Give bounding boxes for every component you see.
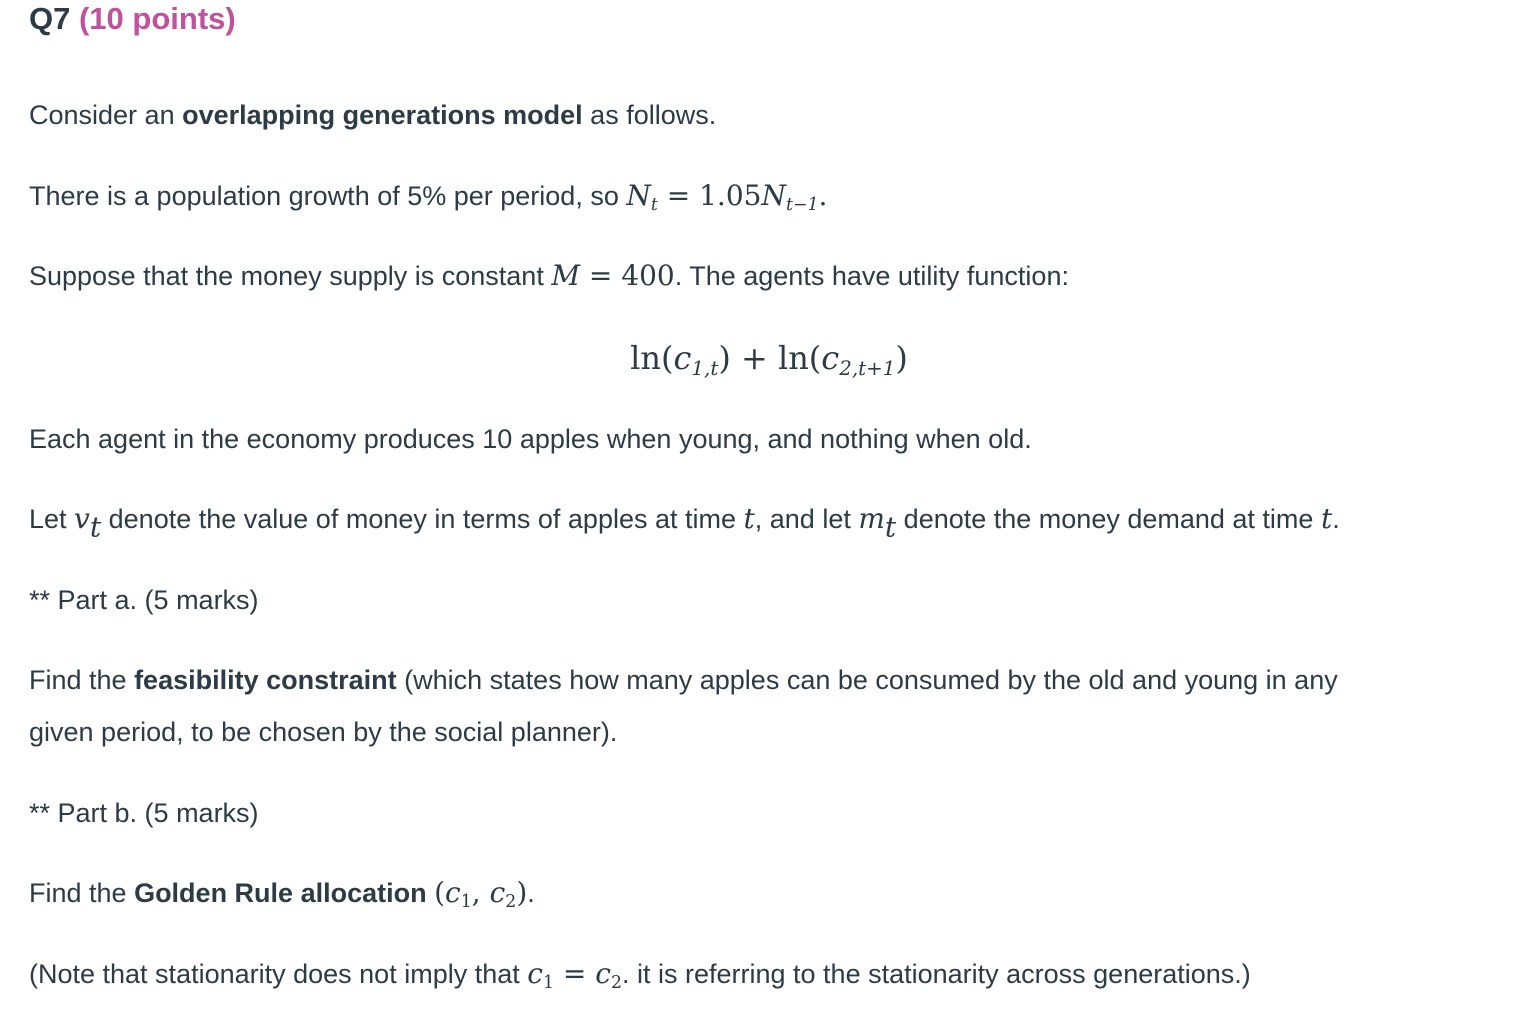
model-name: overlapping generations model bbox=[182, 100, 583, 130]
question-label: Q7 bbox=[29, 1, 71, 36]
utility-function: $\ln(c_{1,t}) + \ln(c_{2,t+1})$ bbox=[630, 339, 908, 380]
money-equation: M = 400 bbox=[551, 259, 675, 292]
question-points: (10 points) bbox=[78, 1, 236, 36]
definitions-paragraph: Let $v_t$ denote the value of money in terms of apples at time t, and let $m_t$ denote the money demand at time t. bbox=[29, 502, 1340, 544]
note-equation: $c_1 = c_2$ bbox=[527, 957, 622, 994]
money-supply-paragraph: Suppose that the money supply is constant M = 400. The agents have utility function: bbox=[29, 259, 1069, 292]
question-title bbox=[29, 0, 236, 38]
intro-paragraph: Consider an overlapping generations model as follows. bbox=[29, 100, 717, 130]
part-a-question-line1: Find the feasibility constraint (which states how many apples can be consumed by the old and young in any bbox=[29, 665, 1338, 695]
part-a-question-line2: given period, to be chosen by the social planner). bbox=[29, 717, 618, 747]
part-a-header: ** Part a. (5 marks) bbox=[29, 585, 259, 615]
stationarity-note: (Note that stationarity does not imply that $c_1 = c_2$. it is referring to the stationarity across generations.) bbox=[29, 957, 1251, 994]
population-equation: $N_t = 1.05N_{t-1}$. bbox=[626, 179, 828, 216]
population-paragraph: There is a population growth of 5% per period, so $N_t = 1.05N_{t-1}$. bbox=[29, 179, 828, 216]
production-paragraph: Each agent in the economy produces 10 apples when young, and nothing when old. bbox=[29, 424, 1032, 454]
allocation-expression: ($c_1$, $c_2$) bbox=[434, 876, 528, 913]
part-b-question: Find the Golden Rule allocation ($c_1$, $c_2$). bbox=[29, 876, 535, 913]
part-b-header: ** Part b. (5 marks) bbox=[29, 798, 259, 828]
